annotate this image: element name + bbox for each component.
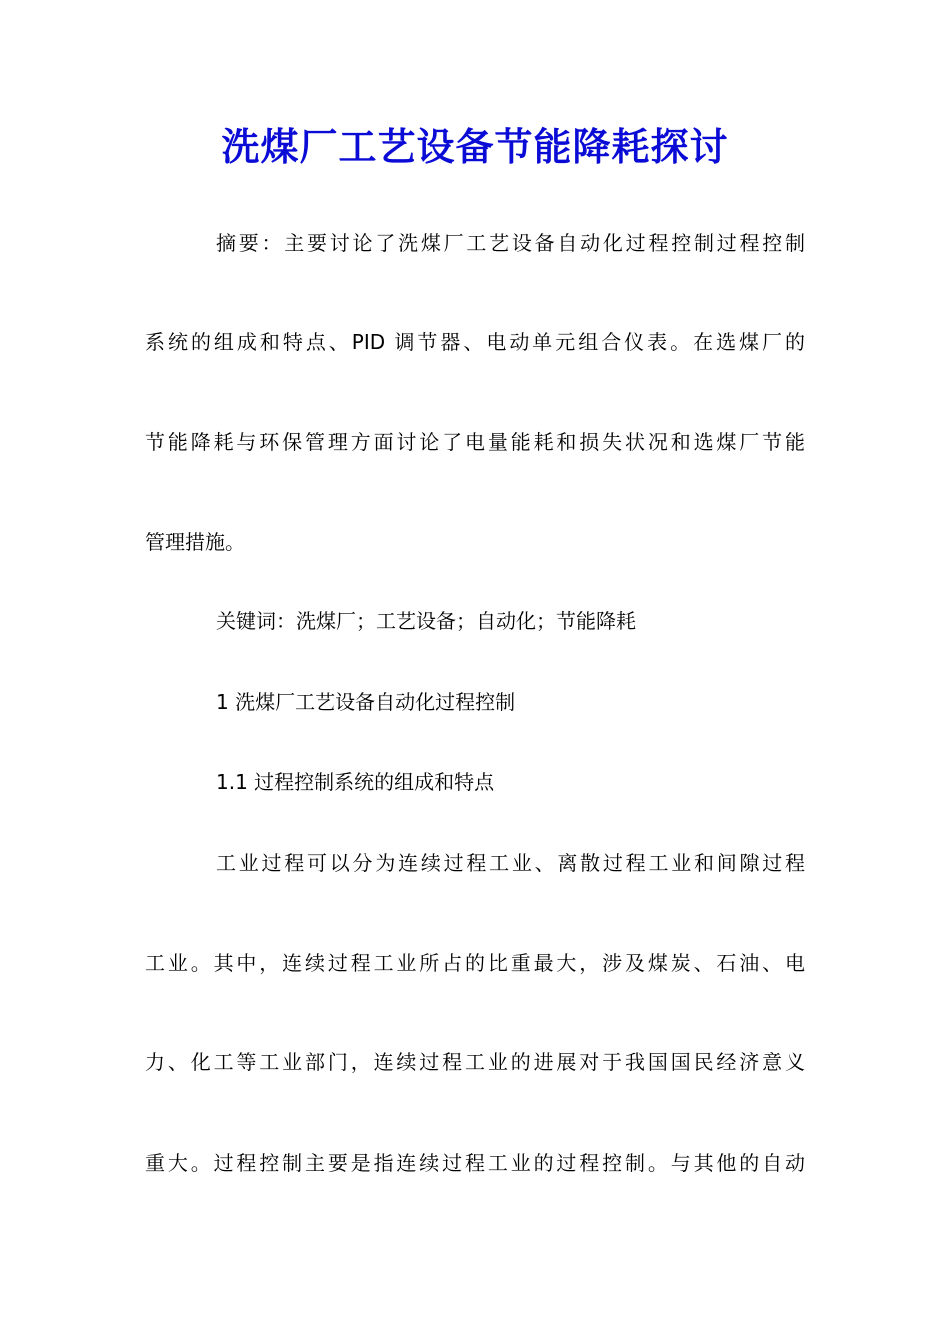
body-line-4: 重大。过程控制主要是指连续过程工业的过程控制。与其他的自动 (145, 1151, 805, 1175)
abstract-line-1: 摘要：主要讨论了洗煤厂工艺设备自动化过程控制过程控制 (216, 231, 805, 255)
document-title: 洗煤厂工艺设备节能降耗探讨 (221, 124, 729, 169)
body-line-2: 工业。其中，连续过程工业所占的比重最大，涉及煤炭、石油、电 (145, 951, 805, 975)
abstract-line-3: 节能降耗与环保管理方面讨论了电量能耗和损失状况和选煤厂节能 (145, 430, 805, 454)
body-line-1: 工业过程可以分为连续过程工业、离散过程工业和间隙过程 (216, 851, 805, 875)
body-line-3: 力、化工等工业部门，连续过程工业的进展对于我国国民经济意义 (145, 1050, 805, 1074)
keywords: 关键词：洗煤厂；工艺设备；自动化；节能降耗 (216, 609, 636, 633)
abstract-line-2: 系统的组成和特点、PID 调节器、电动单元组合仪表。在选煤厂的 (145, 330, 805, 354)
abstract-line-4: 管理措施。 (145, 530, 245, 554)
section-heading-1-1: 1.1 过程控制系统的组成和特点 (216, 770, 495, 794)
section-heading-1: 1 洗煤厂工艺设备自动化过程控制 (216, 690, 516, 714)
